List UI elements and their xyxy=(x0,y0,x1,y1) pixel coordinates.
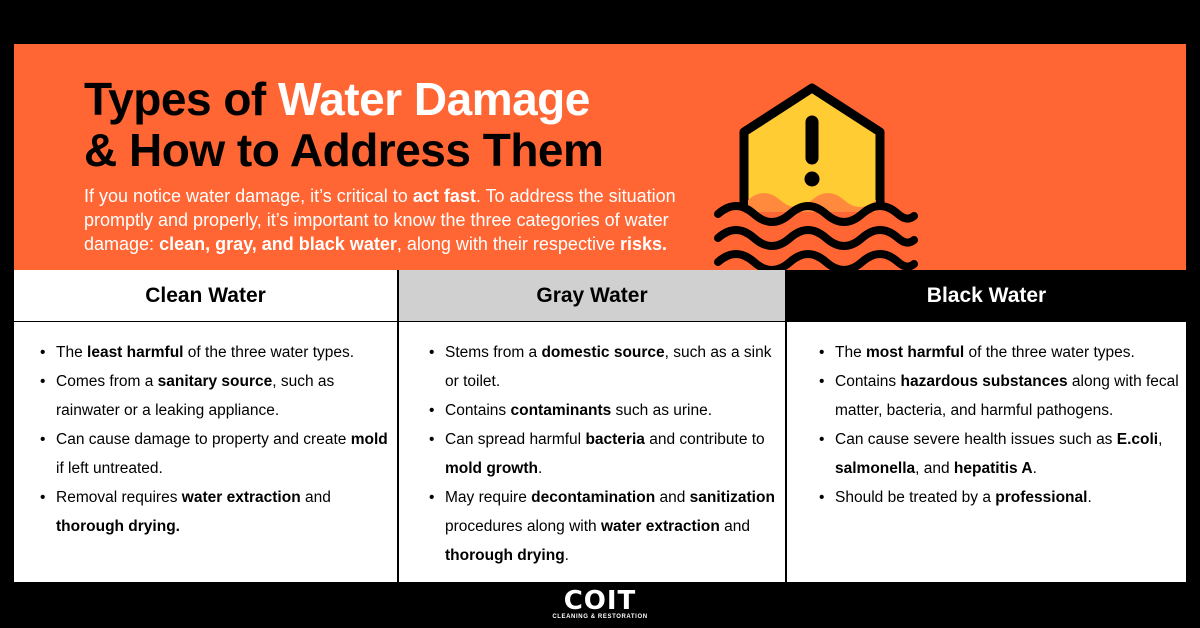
logo-wordmark: COIT xyxy=(563,586,637,616)
column-title: Clean Water xyxy=(14,270,397,322)
logo-tagline: CLEANING & RESTORATION xyxy=(552,614,648,620)
list-item: • Can spread harmful bacteria and contribute to mold growth. xyxy=(429,425,785,483)
list-item: • The most harmful of the three water types. xyxy=(819,338,1186,367)
bullet-list xyxy=(40,338,397,541)
header-banner xyxy=(14,44,1186,270)
list-item: • Can cause severe health issues such as E.coli, salmonella, and hepatitis A. xyxy=(819,425,1186,483)
column-body xyxy=(399,322,785,582)
water-type-columns xyxy=(14,270,1186,582)
list-item: • May require decontamination and sanitization procedures along with water extraction and thorough drying. xyxy=(429,483,785,570)
bullet-list xyxy=(819,338,1186,512)
infographic-frame xyxy=(14,44,1186,582)
column-title: Gray Water xyxy=(399,270,785,322)
intro-emphasis: clean, gray, and black water xyxy=(159,234,397,254)
page-title xyxy=(84,74,603,176)
clean-water-column xyxy=(14,270,397,582)
intro-emphasis: risks. xyxy=(619,234,668,254)
list-item: • Should be treated by a professional. xyxy=(819,483,1186,512)
list-item: • Can cause damage to property and create mold if left untreated. xyxy=(40,425,397,483)
list-item: • Removal requires water extraction and thorough drying. xyxy=(40,483,397,541)
intro-text: If you notice water damage, it’s critical to xyxy=(84,186,413,206)
list-item: • Contains contaminants such as urine. xyxy=(429,396,785,425)
title-line2: & How to Address Them xyxy=(84,124,604,176)
column-title: Black Water xyxy=(787,270,1186,322)
column-body xyxy=(787,322,1186,582)
intro-text: . To address the situation promptly and properly, it’s important to know the three categories of water damage: xyxy=(84,186,676,254)
list-item: • Comes from a sanitary source, such as rainwater or a leaking appliance. xyxy=(40,367,397,425)
title-highlight: Water Damage xyxy=(278,73,590,125)
coit-logo xyxy=(548,588,652,620)
black-water-column xyxy=(787,270,1186,582)
intro-paragraph xyxy=(84,184,724,256)
list-item: • Contains hazardous substances along with fecal matter, bacteria, and harmful pathogens. xyxy=(819,367,1186,425)
column-body xyxy=(14,322,397,582)
bullet-list xyxy=(429,338,785,570)
intro-text: , along with their respective xyxy=(396,234,620,254)
gray-water-column xyxy=(397,270,787,582)
title-part1: Types of xyxy=(84,73,279,125)
intro-emphasis: act fast xyxy=(412,186,476,206)
list-item: • Stems from a domestic source, such as a sink or toilet. xyxy=(429,338,785,396)
list-item: • The least harmful of the three water types. xyxy=(40,338,397,367)
house-flood-warning-icon xyxy=(700,82,930,272)
